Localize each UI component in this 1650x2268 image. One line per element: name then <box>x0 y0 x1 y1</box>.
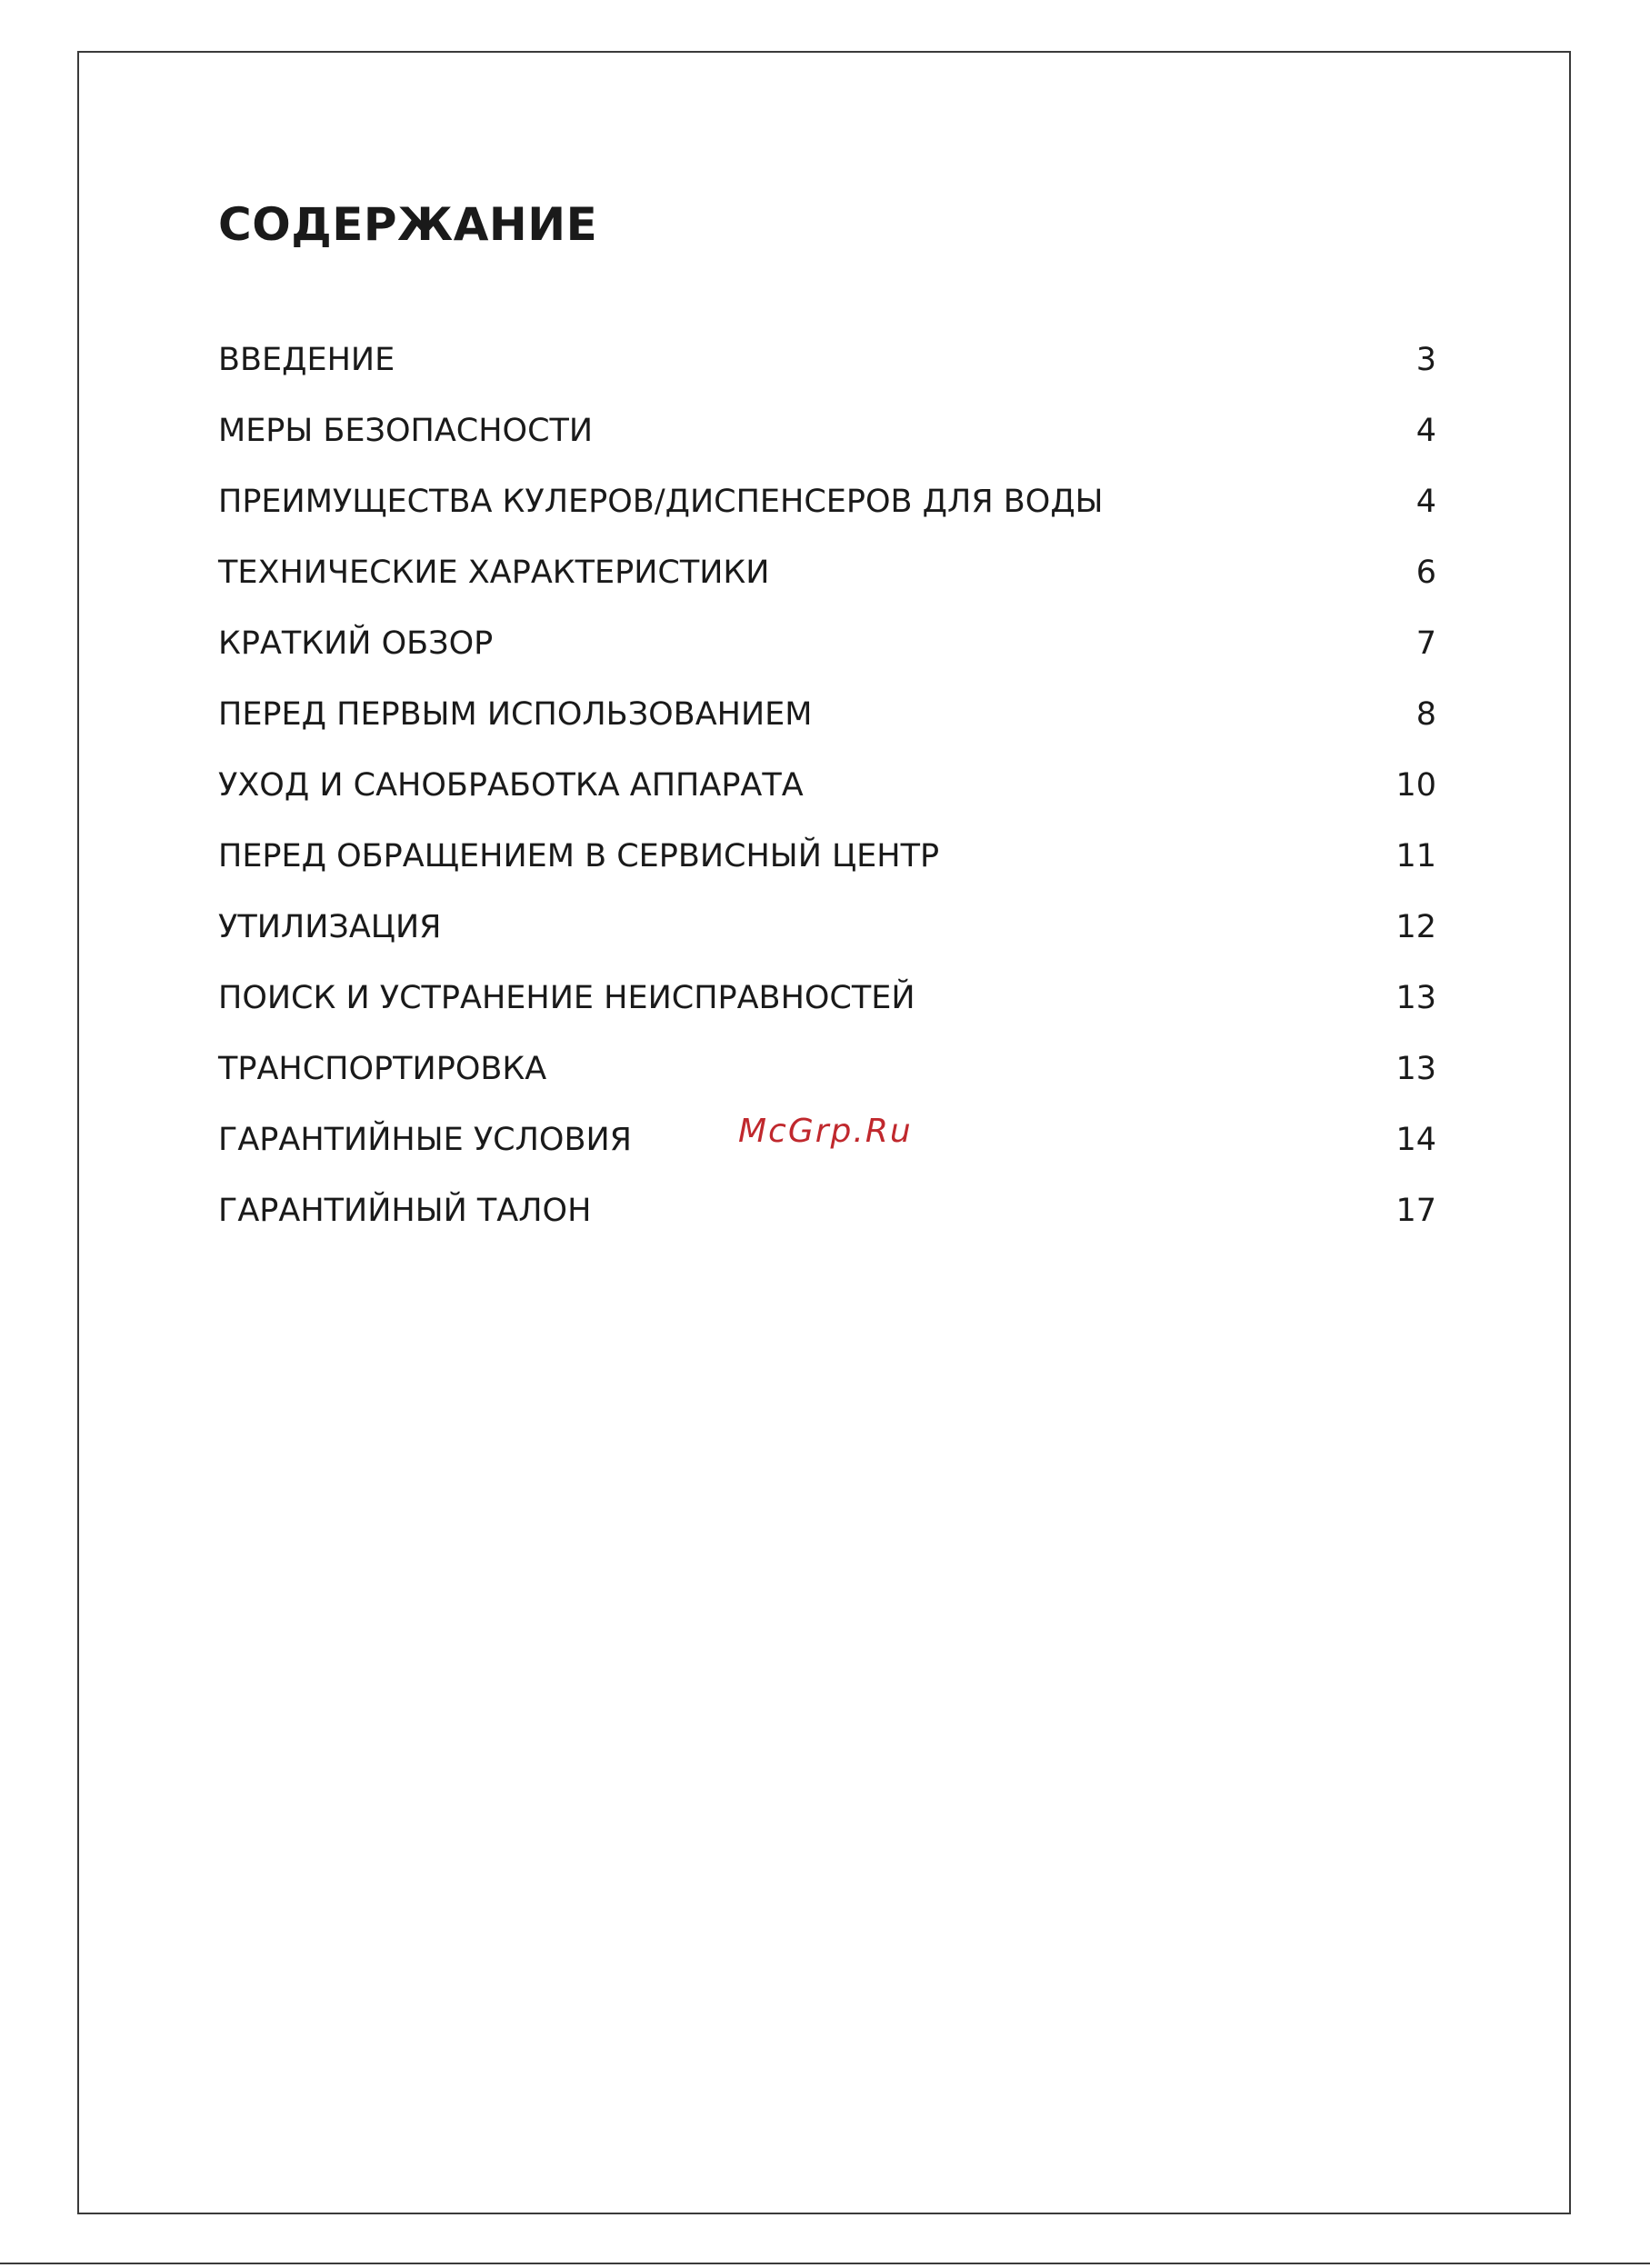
toc-entry-page-number: 8 <box>1415 696 1436 733</box>
toc-entry <box>218 892 1436 963</box>
toc-entry-page-number: 14 <box>1395 1122 1436 1158</box>
toc-entry-label: ГАРАНТИЙНЫЕ УСЛОВИЯ <box>218 1122 632 1158</box>
toc-list <box>218 325 1436 1246</box>
toc-entry-page-number: 12 <box>1395 909 1436 945</box>
toc-entry-page-number: 11 <box>1395 838 1436 874</box>
toc-entry-label: УХОД И САНОБРАБОТКА АППАРАТА <box>218 767 804 804</box>
toc-entry-page-number: 10 <box>1395 767 1436 804</box>
toc-entry-label: ТЕХНИЧЕСКИЕ ХАРАКТЕРИСТИКИ <box>218 555 770 591</box>
bottom-divider <box>0 2263 1650 2264</box>
toc-entry-label: КРАТКИЙ ОБЗОР <box>218 625 494 662</box>
toc-entry-page-number: 13 <box>1395 1051 1436 1087</box>
toc-entry-label: ПЕРЕД ОБРАЩЕНИЕМ В СЕРВИСНЫЙ ЦЕНТР <box>218 838 940 874</box>
toc-entry-page-number: 6 <box>1415 555 1436 591</box>
toc-entry <box>218 821 1436 892</box>
toc-entry-page-number: 17 <box>1395 1193 1436 1229</box>
toc-entry <box>218 750 1436 821</box>
toc-title: СОДЕРЖАНИЕ <box>218 198 598 251</box>
toc-entry <box>218 1175 1436 1246</box>
toc-entry <box>218 466 1436 537</box>
toc-entry <box>218 325 1436 395</box>
toc-entry-label: МЕРЫ БЕЗОПАСНОСТИ <box>218 413 594 449</box>
toc-entry-page-number: 4 <box>1415 484 1436 520</box>
toc-entry-page-number: 7 <box>1415 625 1436 662</box>
toc-entry-label: ТРАНСПОРТИРОВКА <box>218 1051 547 1087</box>
toc-entry-label: УТИЛИЗАЦИЯ <box>218 909 442 945</box>
toc-entry <box>218 395 1436 466</box>
toc-entry <box>218 608 1436 679</box>
toc-entry-page-number: 3 <box>1415 342 1436 378</box>
toc-entry-page-number: 4 <box>1415 413 1436 449</box>
toc-entry-label: ПЕРЕД ПЕРВЫМ ИСПОЛЬЗОВАНИЕМ <box>218 696 813 733</box>
watermark-text: McGrp.Ru <box>738 1113 913 1150</box>
toc-entry-label: ПРЕИМУЩЕСТВА КУЛЕРОВ/ДИСПЕНСЕРОВ ДЛЯ ВОДЫ <box>218 484 1104 520</box>
toc-entry-label: ВВЕДЕНИЕ <box>218 342 395 378</box>
toc-entry <box>218 963 1436 1034</box>
toc-entry-label: ГАРАНТИЙНЫЙ ТАЛОН <box>218 1193 592 1229</box>
toc-entry <box>218 537 1436 608</box>
toc-entry-label: ПОИСК И УСТРАНЕНИЕ НЕИСПРАВНОСТЕЙ <box>218 980 915 1016</box>
toc-entry <box>218 1034 1436 1104</box>
toc-entry <box>218 679 1436 750</box>
toc-entry-page-number: 13 <box>1395 980 1436 1016</box>
